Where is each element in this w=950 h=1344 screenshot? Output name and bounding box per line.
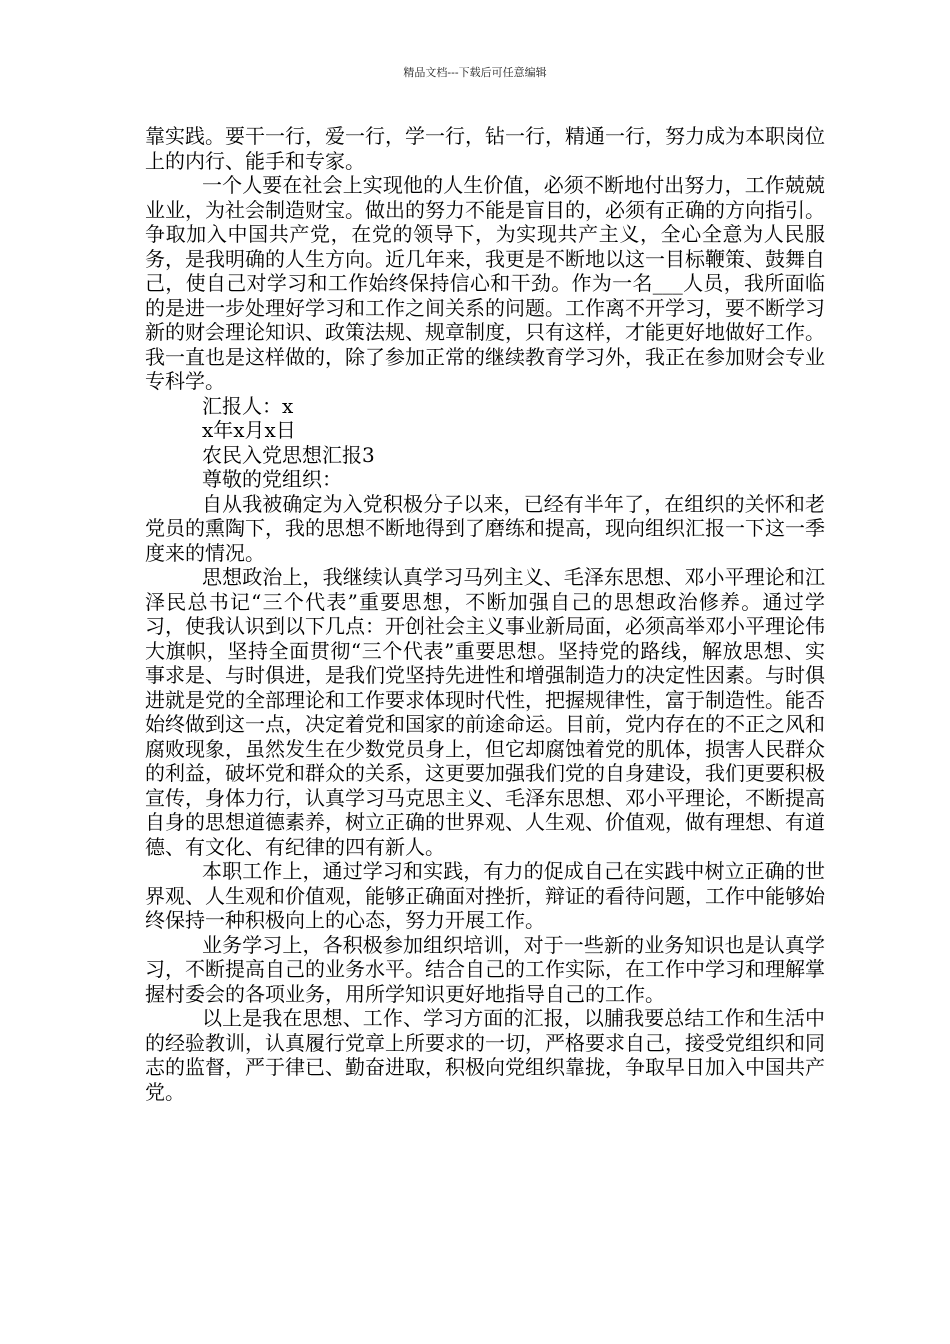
paragraph-political-thought: 思想政治上，我继续认真学习马列主义、毛泽东思想、邓小平理论和江泽民总书记“三个代表”重要思想，不断加强自己的思想政治修养。通过学习，使我认识到以下几点：开创社会主义事业新局面，必须高举邓小平理论伟大旗帜，坚持全面贯彻“三个代表”重要思想。坚持党的路线，解放思想、实事求是、与时俱进，是我们党坚持先进性和增强制造力的决定性因素。与时俱进就是党的全部理论和工作要求体现时代性，把握规律性，富于制造性。能否始终做到这一点，决定着党和国家的前途命运。目前，党内存在的不正之风和腐败现象，虽然发生在少数党员身上，但它却腐蚀着党的肌体，损害人民群众的利益，破坏党和群众的关系，这更要加强我们党的自身建设，我们更要积极宣传，身体力行，认真学习马克思主义、毛泽东思想、邓小平理论，不断提高自身的思想道德素养，树立正确的世界观、人生观、价值观，做有理想、有道德、有文化、有纪律的四有新人。	[145, 565, 825, 859]
date-line: x年x月x日	[202, 418, 296, 442]
page-header: 精品文档---下载后可任意编辑	[403, 66, 547, 79]
reporter-line: 汇报人：x	[202, 393, 294, 418]
section-title: 农民入党思想汇报3	[202, 442, 375, 467]
paragraph-life-value: 一个人要在社会上实现他的人生价值，必须不断地付出努力，工作兢兢业业，为社会制造财宝。做出的努力不能是盲目的，必须有正确的方向指引。争取加入中国共产党，在党的领导下，为实现共产主义，全心全意为人民服务，是我明确的人生方向。近几年来，我更是不断地以这一目标鞭策、鼓舞自己，使自己对学习和工作始终保持信心和干劲。作为一名___人员，我所面临的是进一步处理好学习和工作之间关系的问题。工作离不开学习，要不断学习新的财会理论知识、政策法规、规章制度，只有这样，才能更好地做好工作。我一直也是这样做的，除了参加正常的继续教育学习外，我正在参加财会专业专科学。	[145, 173, 825, 393]
paragraph-study: 业务学习上，各积极参加组织培训，对于一些新的业务知识也是认真学习，不断提高自己的业务水平。结合自己的工作实际，在工作中学习和理解掌握村委会的各项业务，用所学知识更好地指导自己的工作。	[145, 932, 825, 1006]
paragraph-intro: 自从我被确定为入党积极分子以来，已经有半年了，在组织的关怀和老党员的熏陶下，我的思想不断地得到了磨练和提高，现向组织汇报一下这一季度来的情况。	[145, 491, 825, 565]
paragraph-conclusion: 以上是我在思想、工作、学习方面的汇报，以脯我要总结工作和生活中的经验教训，认真履行党章上所要求的一切，严格要求自己，接受党组织和同志的监督，严于律已、勤奋进取，积极向党组织靠拢，争取早日加入中国共产党。	[145, 1006, 825, 1104]
paragraph-continuation: 靠实践。要干一行，爱一行，学一行，钻一行，精通一行，努力成为本职岗位上的内行、能手和专家。	[145, 124, 825, 173]
paragraph-work: 本职工作上，通过学习和实践，有力的促成自己在实践中树立正确的世界观、人生观和价值观，能够正确面对挫折，辩证的看待问题，工作中能够始终保持一种积极向上的心态，努力开展工作。	[145, 859, 825, 932]
salutation: 尊敬的党组织：	[202, 467, 342, 491]
document-body	[145, 124, 825, 1104]
